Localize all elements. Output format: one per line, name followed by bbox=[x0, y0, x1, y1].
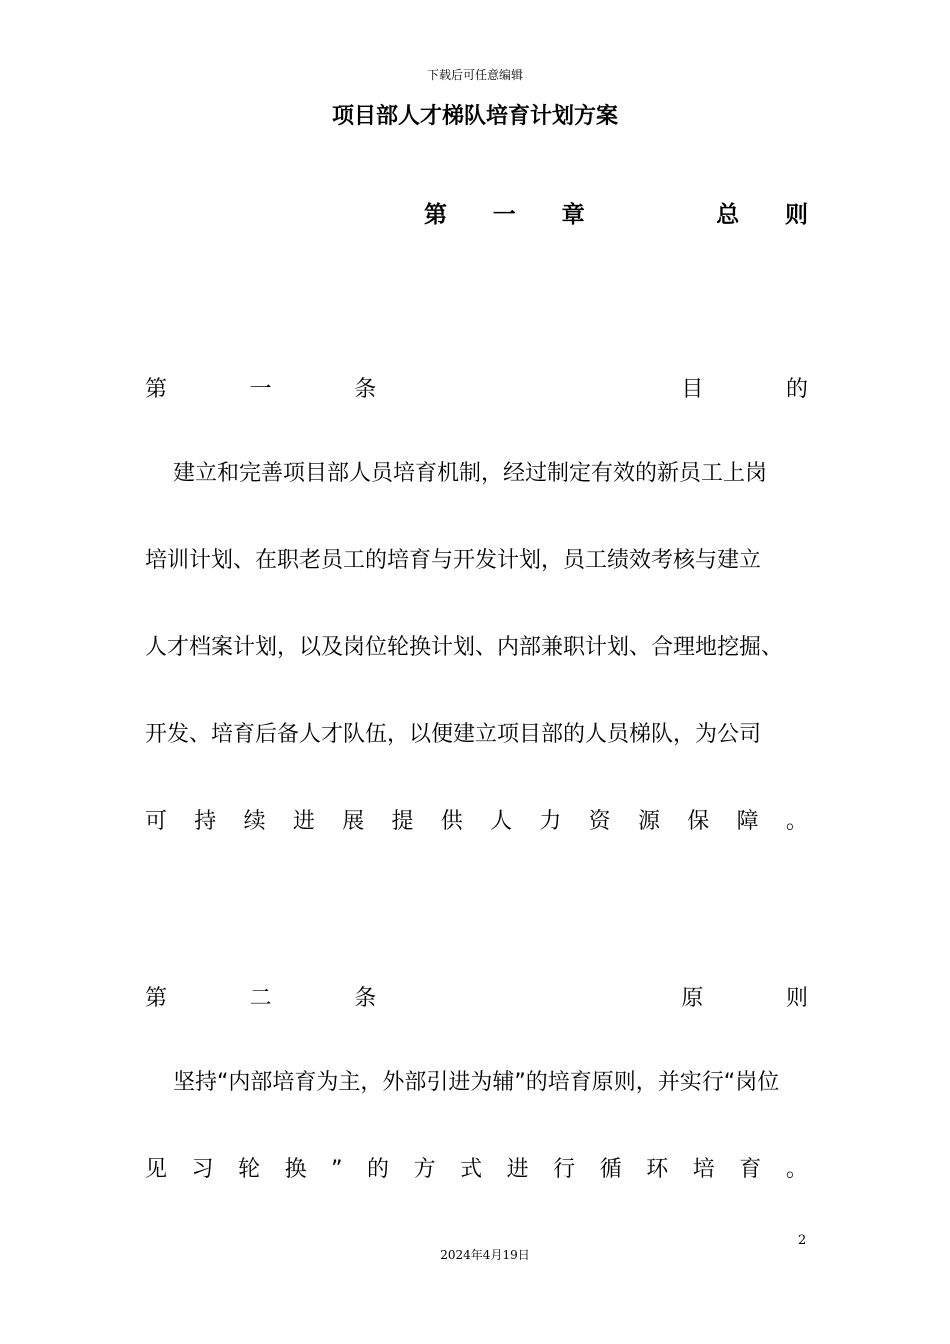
body-char: 人 bbox=[490, 809, 513, 834]
article-1-line-1: 建立和完善项目部人员培育机制，经过制定有效的新员工上岗 bbox=[173, 461, 768, 486]
article-head-char: 的 bbox=[785, 377, 808, 402]
body-char: 的 bbox=[367, 1157, 390, 1182]
chapter-char: 总 bbox=[716, 202, 740, 228]
body-char: 力 bbox=[539, 809, 562, 834]
body-char: ” bbox=[331, 1157, 343, 1182]
article-head-char: 二 bbox=[249, 986, 272, 1011]
chapter-char: 则 bbox=[784, 202, 808, 228]
article-2-line-2 bbox=[145, 1155, 808, 1185]
article-head-char: 条 bbox=[354, 986, 377, 1011]
body-char: 。 bbox=[785, 1157, 808, 1182]
body-char: 进 bbox=[506, 1157, 529, 1182]
article-head-char: 原 bbox=[681, 986, 704, 1011]
body-char: 育 bbox=[739, 1157, 762, 1182]
page-number: 2 bbox=[798, 1233, 807, 1248]
article-1-line-5 bbox=[145, 807, 808, 837]
body-char: 持 bbox=[194, 809, 217, 834]
chapter-char: 第 bbox=[424, 202, 447, 228]
body-char: 资 bbox=[588, 809, 611, 834]
article-2-heading bbox=[145, 981, 808, 1012]
body-char: 续 bbox=[243, 809, 266, 834]
article-2-line-1: 坚持“内部培育为主，外部引进为辅”的培育原则，并实行“岗位 bbox=[173, 1070, 780, 1095]
chapter-char: 一 bbox=[492, 202, 516, 228]
body-char: 提 bbox=[391, 809, 414, 834]
body-char: 换 bbox=[284, 1157, 307, 1182]
body-char: 行 bbox=[553, 1157, 576, 1182]
body-char: 。 bbox=[785, 809, 808, 834]
article-head-char: 一 bbox=[249, 377, 272, 402]
body-char: 式 bbox=[460, 1157, 483, 1182]
body-char: 障 bbox=[736, 809, 759, 834]
header-note: 下载后可任意编辑 bbox=[426, 68, 523, 82]
article-head-char: 第 bbox=[145, 986, 168, 1011]
footer-date: 2024年4月19日 bbox=[440, 1248, 530, 1262]
article-head-char: 第 bbox=[145, 377, 168, 402]
document-title: 项目部人才梯队培育计划方案 bbox=[331, 104, 618, 129]
article-1-line-2: 培训计划、在职老员工的培育与开发计划，员工绩效考核与建立 bbox=[145, 548, 762, 573]
body-char: 保 bbox=[687, 809, 710, 834]
body-char: 源 bbox=[637, 809, 660, 834]
article-head-char: 条 bbox=[354, 377, 377, 402]
body-char: 习 bbox=[191, 1157, 214, 1182]
chapter-char: 章 bbox=[561, 202, 585, 228]
body-char: 方 bbox=[413, 1157, 436, 1182]
article-head-char: 目 bbox=[681, 377, 704, 402]
body-char: 见 bbox=[145, 1157, 168, 1182]
body-char: 培 bbox=[692, 1157, 715, 1182]
article-head-char: 则 bbox=[785, 986, 808, 1011]
body-char: 进 bbox=[292, 809, 315, 834]
body-char: 循 bbox=[599, 1157, 622, 1182]
body-char: 展 bbox=[342, 809, 365, 834]
body-char: 可 bbox=[145, 809, 168, 834]
body-char: 轮 bbox=[238, 1157, 261, 1182]
article-1-line-3: 人才档案计划，以及岗位轮换计划、内部兼职计划、合理地挖掘、 bbox=[145, 635, 784, 660]
article-1-line-4: 开发、培育后备人才队伍，以便建立项目部的人员梯队，为公司 bbox=[145, 722, 762, 747]
article-1-heading bbox=[145, 372, 808, 403]
body-char: 环 bbox=[646, 1157, 669, 1182]
body-char: 供 bbox=[440, 809, 463, 834]
chapter-heading bbox=[424, 196, 808, 229]
